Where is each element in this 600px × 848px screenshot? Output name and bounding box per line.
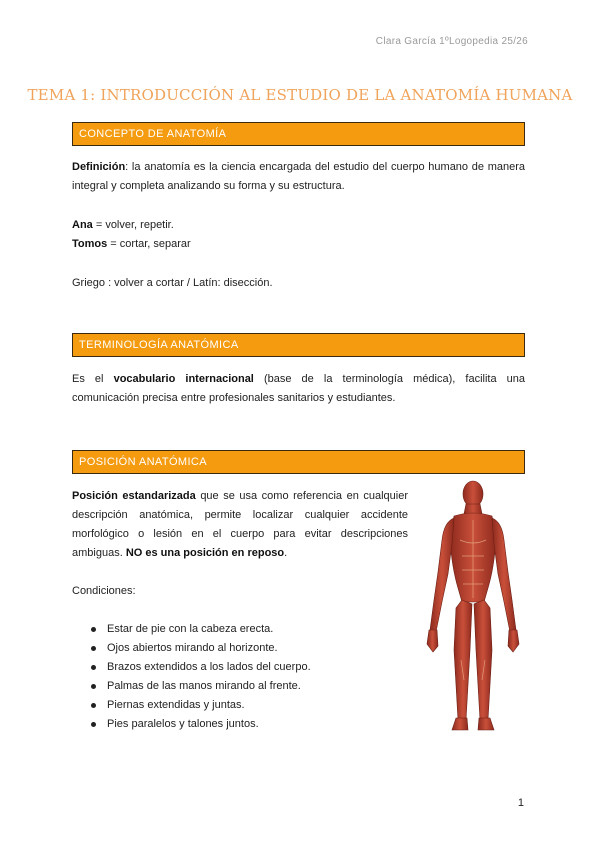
terminology-text-b: (base de la terminología médica), facilita una comunicación precisa entre profesionales sanitarios y estudiantes. [72, 373, 526, 404]
position-paragraph [72, 487, 408, 563]
document-title: TEMA 1: INTRODUCCIÓN AL ESTUDIO DE LA ANATOMÍA HUMANA [27, 86, 573, 104]
etymology-tomos [72, 235, 525, 254]
definition-paragraph [72, 158, 525, 196]
list-item: Palmas de las manos mirando al frente. [72, 677, 392, 696]
header-author: Clara García 1ºLogopedia 25/26 [375, 36, 528, 47]
definition-text: : la anatomía es la ciencia encargada del estudio del cuerpo humano de manera integral y completa analizando su forma y su estructura. [72, 161, 525, 192]
list-item: Brazos extendidos a los lados del cuerpo. [72, 658, 392, 677]
list-item: Pies paralelos y talones juntos. [72, 715, 392, 734]
terminology-paragraph [72, 370, 525, 408]
position-text-b: . [284, 547, 288, 559]
conditions-label: Condiciones: [72, 585, 136, 597]
tomos-text: = cortar, separar [107, 238, 191, 250]
origin-text: Griego : volver a cortar / Latín: disección. [72, 277, 273, 289]
list-item: Estar de pie con la cabeza erecta. [72, 620, 392, 639]
section-heading-posicion: POSICIÓN ANATÓMICA [72, 450, 525, 474]
list-item: Ojos abiertos mirando al horizonte. [72, 639, 392, 658]
terminology-text-a: Es el [72, 373, 114, 385]
etymology-ana [72, 216, 525, 235]
muscular-body-illustration [414, 480, 532, 735]
position-bold-a: Posición estandarizada [72, 490, 196, 502]
definition-term: Definición [72, 161, 126, 173]
list-item: Piernas extendidas y juntas. [72, 696, 392, 715]
ana-text: = volver, repetir. [92, 219, 174, 231]
terminology-bold: vocabulario internacional [113, 373, 254, 385]
page-number: 1 [517, 797, 524, 809]
position-text-a: que se usa como referencia en cualquier descripción anatómica, permite localizar cualquier accidente morfológico o lesión en el cuerpo para evitar descripciones ambiguas. [72, 490, 408, 559]
section-heading-concepto: CONCEPTO DE ANATOMÍA [72, 122, 525, 146]
ana-term: Ana [72, 219, 93, 231]
position-bold-b: NO es una posición en reposo [125, 547, 285, 559]
tomos-term: Tomos [72, 238, 108, 250]
section-heading-terminologia: TERMINOLOGÍA ANATÓMICA [72, 333, 525, 357]
conditions-list [72, 620, 392, 734]
